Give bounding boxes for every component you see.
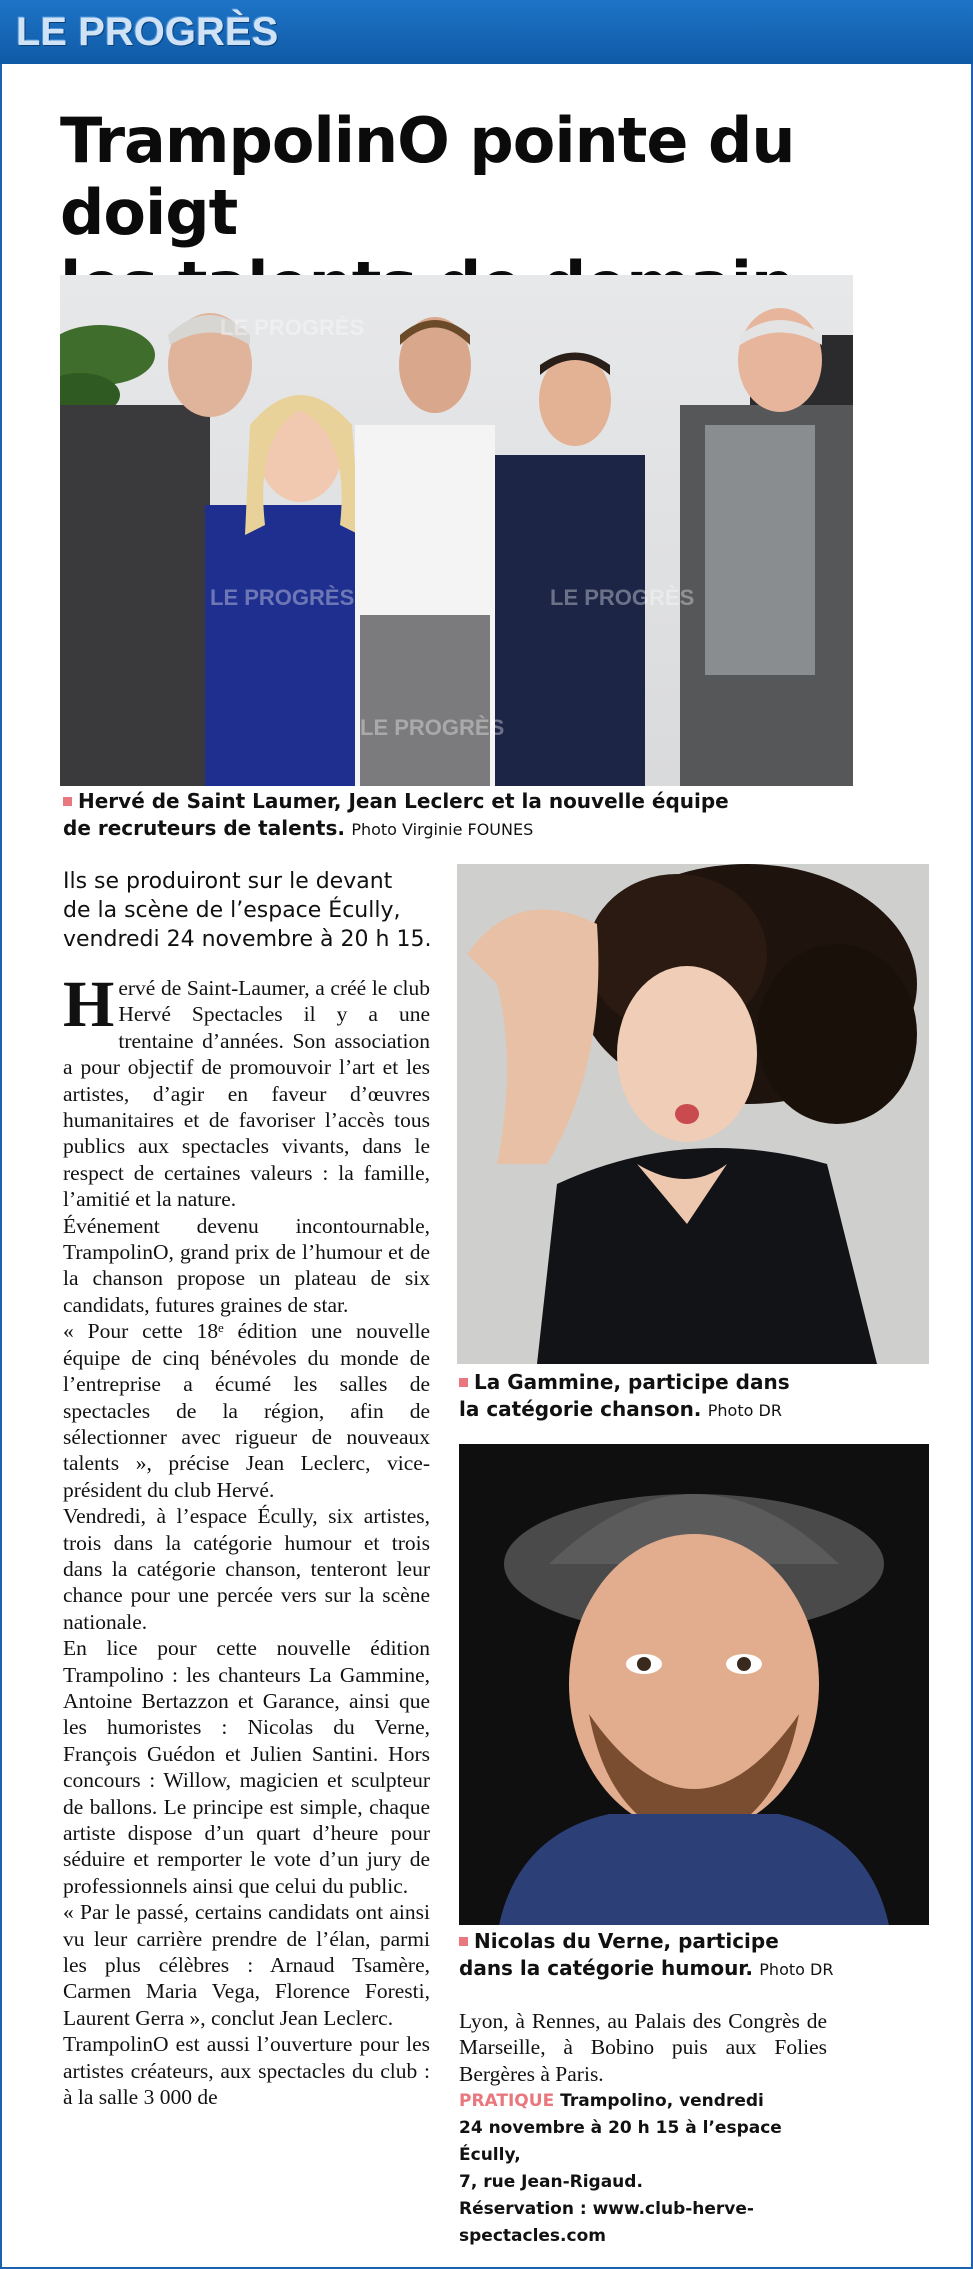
singer-photo (457, 864, 929, 1364)
article-continuation: Lyon, à Rennes, au Palais des Congrès de Marseille, à Bobino puis aux Folies Bergères à Paris. (459, 2009, 827, 2086)
photo-credit: Photo DR (707, 1401, 782, 1420)
paragraph-5: En lice pour cette nouvelle édition Trampolino : les chanteurs La Gammine, Antoine Bertazzon et Garance, ainsi que les humoristes : Nicolas du Verne, François Guédon et Julien Santini. Hors concours : Willow, magicien et sculpteur de ballons. Le principe est simple, chaque artiste dispose d’un quart d’heure pour séduire et remporter le vote d’un jury de professionnels ainsi que celui du public. (63, 1636, 430, 1898)
newspaper-logo: LE PROGRÈS (16, 10, 279, 54)
caption-bullet (459, 1378, 468, 1387)
paragraph-7: TrampolinO est aussi l’ouverture pour les artistes créateurs, aux spectacles du club : à la salle 3 000 de (63, 2032, 430, 2110)
headline-line-1: TrampolinO pointe du doigt (60, 104, 795, 249)
photo-watermark: LE PROGRÈS (360, 715, 505, 740)
photo-watermark: LE PROGRÈS (550, 585, 695, 610)
paragraph-2: Événement devenu incontournable, TrampolinO, grand prix de l’humour et de la chanson propose un plateau de six candidats, futures graines de star. (63, 1213, 430, 1317)
drop-cap: H (63, 968, 115, 1041)
practical-info: PRATIQUE Trampolino, vendredi 24 novembre à 20 h 15 à l’espace Écully, 7, rue Jean-Rigaud. Réservation : www.club-herve- spectacles.com (459, 2091, 782, 2246)
photo-watermark: LE PROGRÈS (220, 315, 365, 340)
singer-photo-caption: La Gammine, participe dans la catégorie chanson. Photo DR (459, 1370, 790, 1421)
photo-credit: Photo DR (759, 1960, 834, 1979)
article-lead: Ils se produiront sur le devant de la scène de l’espace Écully, vendredi 24 novembre à 20 h 15. (63, 869, 432, 952)
comedian-photo (459, 1444, 929, 1925)
group-photo-caption: Hervé de Saint Laumer, Jean Leclerc et la nouvelle équipe de recruteurs de talents. Photo Virginie FOUNES (63, 789, 729, 840)
paragraph-4: Vendredi, à l’espace Écully, six artistes, trois dans la catégorie humour et trois dans la catégorie chanson, tenteront leur chance pour une percée vers sur la scène nationale. (63, 1504, 430, 1634)
comedian-photo-caption: Nicolas du Verne, participe dans la catégorie humour. Photo DR (459, 1929, 834, 1980)
photo-watermark: LE PROGRÈS (210, 585, 355, 610)
paragraph-6: « Par le passé, certains candidats ont ainsi vu leur carrière prendre de l’élan, parmi les plus célèbres : Arnaud Tsamère, Carmen Maria Vega, Florence Foresti, Laurent Gerra », conclut Jean Leclerc. (63, 1900, 430, 2030)
article-body (63, 968, 430, 2110)
paragraph-3: « Pour cette 18ᵉ édition une nouvelle équipe de cinq bénévoles du monde de l’entreprise a écumé les salles de spectacles de la région, afin de sélectionner avec rigueur de nouveaux talents », précise Jean Leclerc, vice-président du club Hervé. (63, 1319, 430, 1502)
group-photo (60, 275, 853, 786)
newspaper-banner (0, 0, 973, 64)
pratique-tag: PRATIQUE (459, 2091, 555, 2111)
photo-credit: Photo Virginie FOUNES (351, 820, 534, 839)
caption-bullet (63, 797, 72, 806)
caption-bullet (459, 1937, 468, 1946)
paragraph-1: Hervé de Saint-Laumer, a créé le club Hervé Spectacles il y a une trentaine d’années. Son association a pour objectif de promouvoir l’art et les artistes, d’agir en faveur d’œuvres humanitaires et de favoriser l’accès tous publics aux spectacles vivants, dans le respect de certaines valeurs : la famille, l’amitié et la nature. (63, 968, 430, 1212)
